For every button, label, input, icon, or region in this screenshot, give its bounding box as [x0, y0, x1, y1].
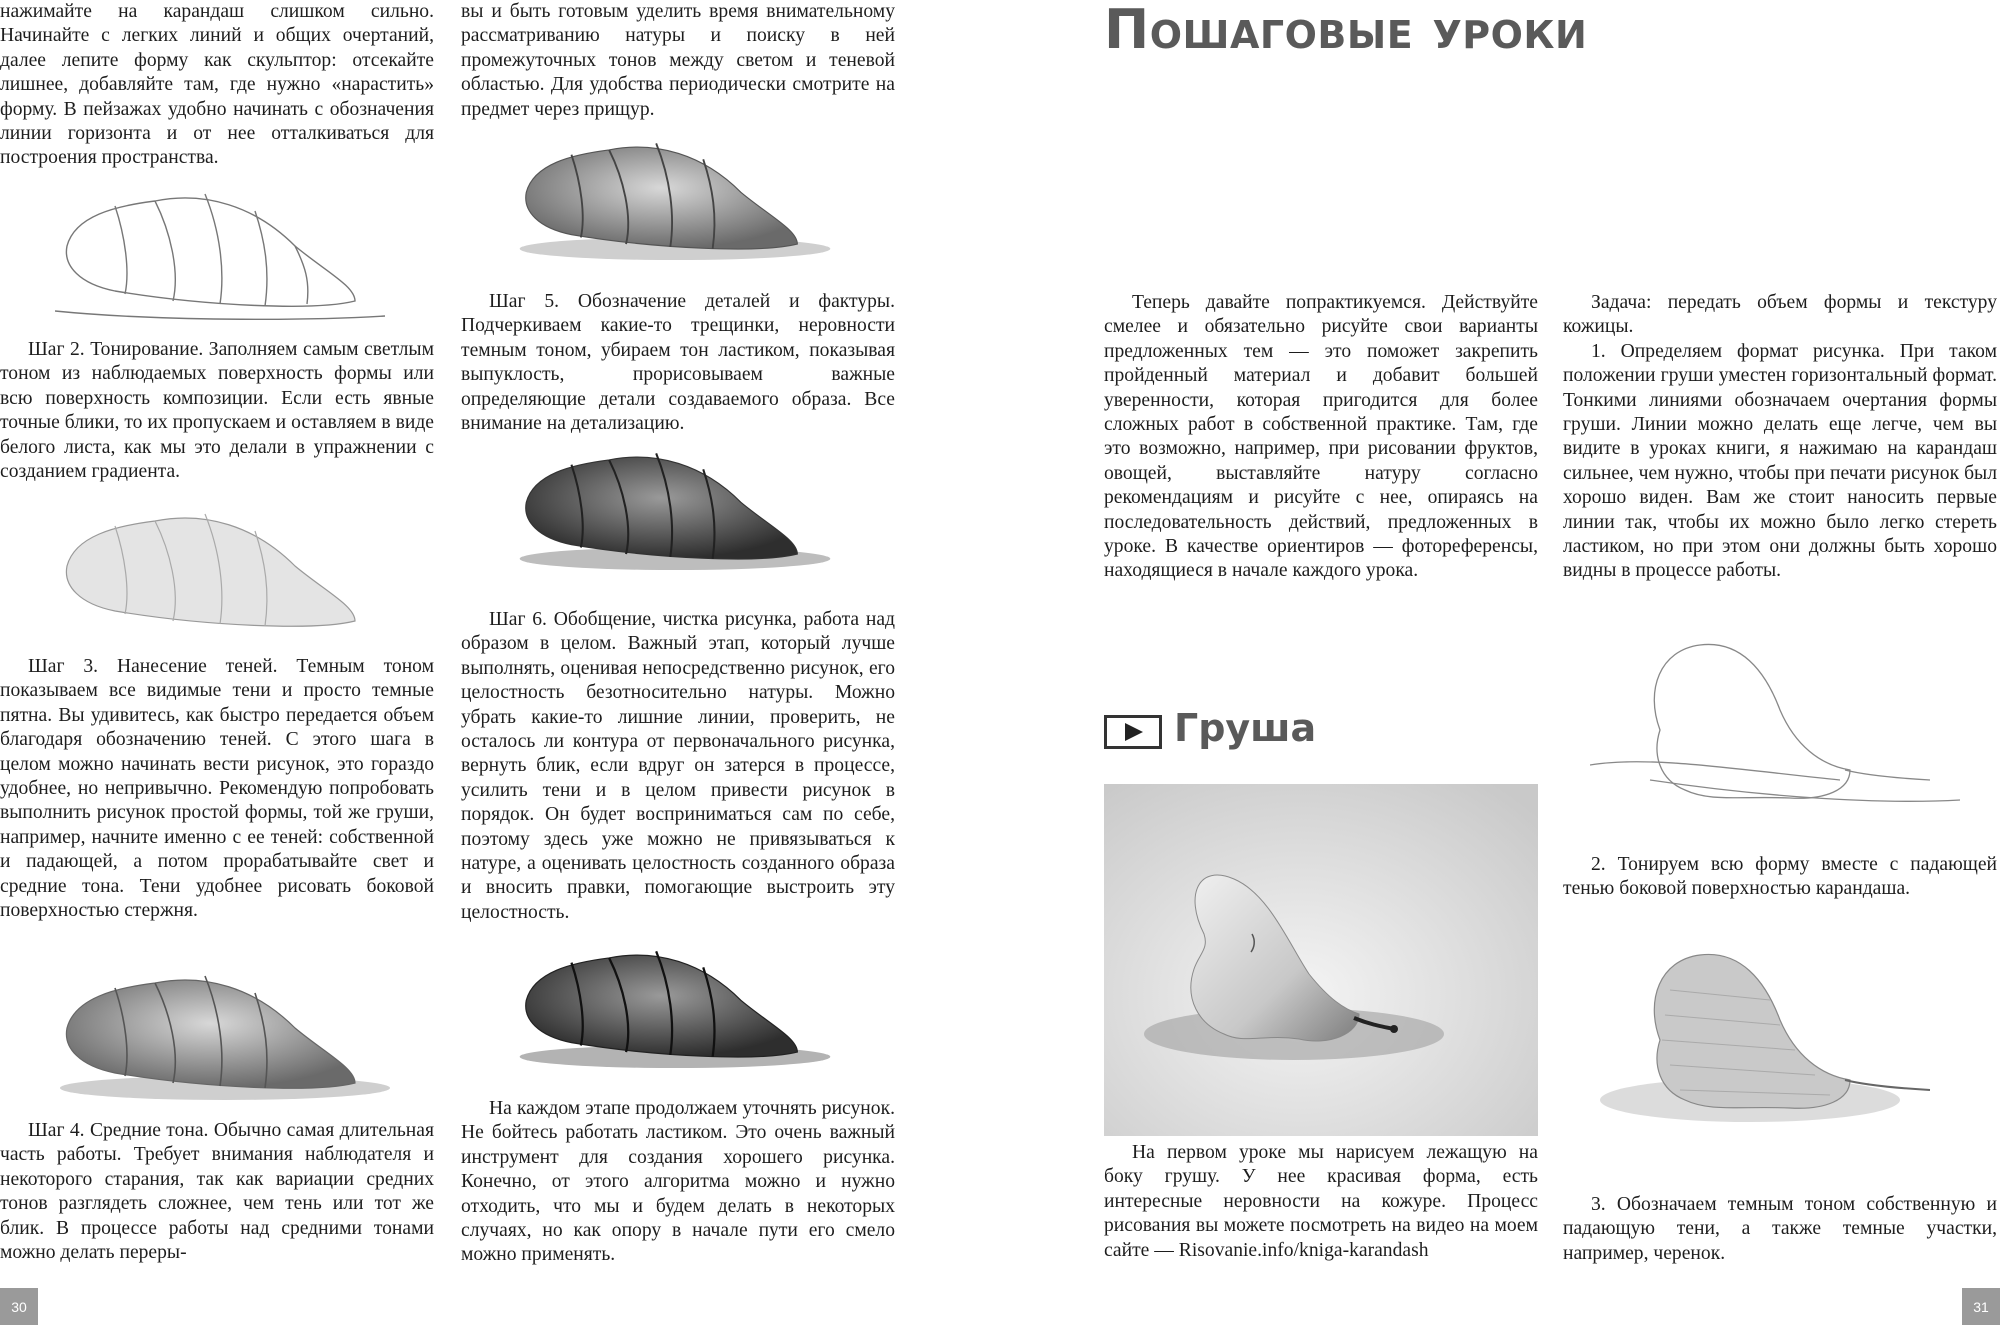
left-column-2-step5 [461, 290, 895, 436]
croissant-sketch-step5 [515, 432, 835, 582]
pear-photo [1104, 784, 1538, 1136]
left-column-2-step6 [461, 608, 895, 925]
right-column-step3 [1563, 1193, 1997, 1266]
step4-text: Шаг 4. Средние тона. Обычно самая длительная часть работы. Требует внимания наблюдателя и некоторого старания, так как вариации средних тонов разглядеть сложнее, чем тень или тот же блик. В процессе работы над средними тонами можно делать переры- [0, 1120, 434, 1264]
page-number-left: 30 [0, 1288, 38, 1325]
right-column-intro [1104, 291, 1538, 584]
step5-text: Шаг 5. Обозначение деталей и фактуры. Подчеркиваем какие-то трещинки, неровности темным тоном, убираем тон ластиком, показывая выпуклость, прорисовываем важные определяющие детали создаваемого образа. Все внимание на детализацию. [461, 291, 895, 435]
left-column-1-step2 [0, 338, 434, 484]
col2-intro: вы и быть готовым уделить время внимательному рассматриванию натуры и поиску в ней промежуточных тонов между светом и теневой областью. Для удобства периодически смотрите на предмет через прищур. [461, 1, 895, 120]
step3-text: Шаг 3. Нанесение теней. Темным тоном показываем все видимые тени и просто темные пятна. Вы удивитесь, как быстро передается объем благодаря обозначению теней. С этого шага в целом можно начинать вести рисунок, это гораздо удобнее, но непривычно. Рекомендую попробовать выполнить рисунок простой формы, той же груши, например, начните именно с ее теней: собственной и падающей, а потом прорабатывайте свет и средние тона. Тени удобнее рисовать боковой поверхностью стержня. [0, 656, 434, 922]
pear-sketch-step1 [1590, 630, 1970, 820]
left-column-2-outro [461, 1097, 895, 1268]
play-icon [1104, 715, 1162, 749]
left-column-1 [0, 0, 434, 171]
col1-intro: нажимайте на карандаш слишком сильно. Начинайте с легких линий и общих очертаний, далее лепите форму как скульптор: отсекайте лишнее, добавляйте там, где нужно «нарастить» форму. В пейзажах удобно начинать с обозначения линии горизонта и от нее отталкиваться для построения пространства. [0, 1, 434, 169]
left-column-1-step4 [0, 1119, 434, 1265]
left-column-2 [461, 0, 895, 122]
step2-right-text: 2. Тонируем всю форму вместе с падающей тенью боковой поверхностью карандаша. [1563, 854, 1997, 900]
intro-text: Теперь давайте попрактикуемся. Действуйте смелее и обязательно рисуйте свои варианты предложенных тем — это поможет закрепить пройденный материал и добавит большей уверенности, которая пригодится для более сложных работ в собственной практике. Там, где это возможно, например, при рисовании фруктов, овощей, выставляйте натуру согласно рекомендациям и рисуйте с нее, опираясь на последовательность действий, предложенных в уроке. В качестве ориентиров — фотореференсы, находящиеся в начале каждого урока. [1104, 292, 1538, 582]
task-p2: 1. Определяем формат рисунка. При таком положении груши уместен горизонтальный формат. Тонкими линиями обозначаем очертания формы груши. Линии можно делать еще легче, чем вы видите в уроках книги, я нажимаю на карандаш сильнее, чем нужно, чтобы при печати рисунок был хорошо виден. Вам же стоит наносить первые линии так, чтобы их можно было легко стереть ластиком, но при этом они должны быть хорошо видны в процессе работы. [1563, 340, 1997, 582]
step2-text: Шаг 2. Тонирование. Заполняем самым светлым тоном из наблюдаемых поверхность формы или всю поверхность композиции. Если есть явные точные блики, то их пропускаем и оставляем в виде белого листа, как мы это делали в упражнении с созданием градиента. [0, 339, 434, 483]
page-title: Пошаговые уроки [1104, 0, 1588, 61]
right-column-lesson-text [1104, 1141, 1538, 1263]
right-column-task [1563, 291, 1997, 584]
pear-sketch-step2 [1590, 940, 1970, 1130]
lesson-text: На первом уроке мы нарисуем лежащую на боку грушу. У нее красивая форма, есть интересные неровности на кожуре. Процесс рисования вы можете посмотреть на видео на моем сайте — Risovanie.info/kniga-karandash [1104, 1142, 1538, 1261]
outro-text: На каждом этапе продолжаем уточнять рисунок. Не бойтесь работать ластиком. Это очень важный инструмент для создания хорошего рисунка. Конечно, от этого алгоритма можно и нужно отходить, что мы и будем делать в некоторых случаях, но как опору в начале пути его смело можно применять. [461, 1098, 895, 1266]
step6-text: Шаг 6. Обобщение, чистка рисунка, работа над образом в целом. Важный этап, который лучше выполнять, оценивая непосредственно рисунок, его целостность безотносительно натуры. Можно убрать какие-то лишние линии, проверить, не осталось ли контура от первоначального рисунка, вернуть блик, если вдруг он затерся в процессе, усилить тени и в целом привести рисунок в порядок. Он будет восприниматься сам по себе, поэтому здесь уже можно не привязываться к натуре, а оценивать целостность созданного образа и вносить правки, помогающие выстроить эту целостность. [461, 609, 895, 923]
croissant-sketch-step1 [55, 176, 395, 326]
step3-right-text: 3. Обозначаем темным тоном собственную и падающую тени, а также темные участки, например, черенок. [1563, 1194, 1997, 1264]
croissant-sketch-step3 [55, 958, 395, 1108]
page-number-right: 31 [1962, 1288, 2000, 1325]
task-p1: Задача: передать объем формы и текстуру кожицы. [1563, 292, 1997, 338]
right-column-step2 [1563, 853, 1997, 902]
lesson-title: Груша [1174, 706, 1317, 750]
left-column-1-step3 [0, 655, 434, 923]
croissant-sketch-step2 [55, 496, 395, 646]
croissant-sketch-step6 [515, 930, 835, 1080]
croissant-sketch-step4 [515, 122, 835, 272]
